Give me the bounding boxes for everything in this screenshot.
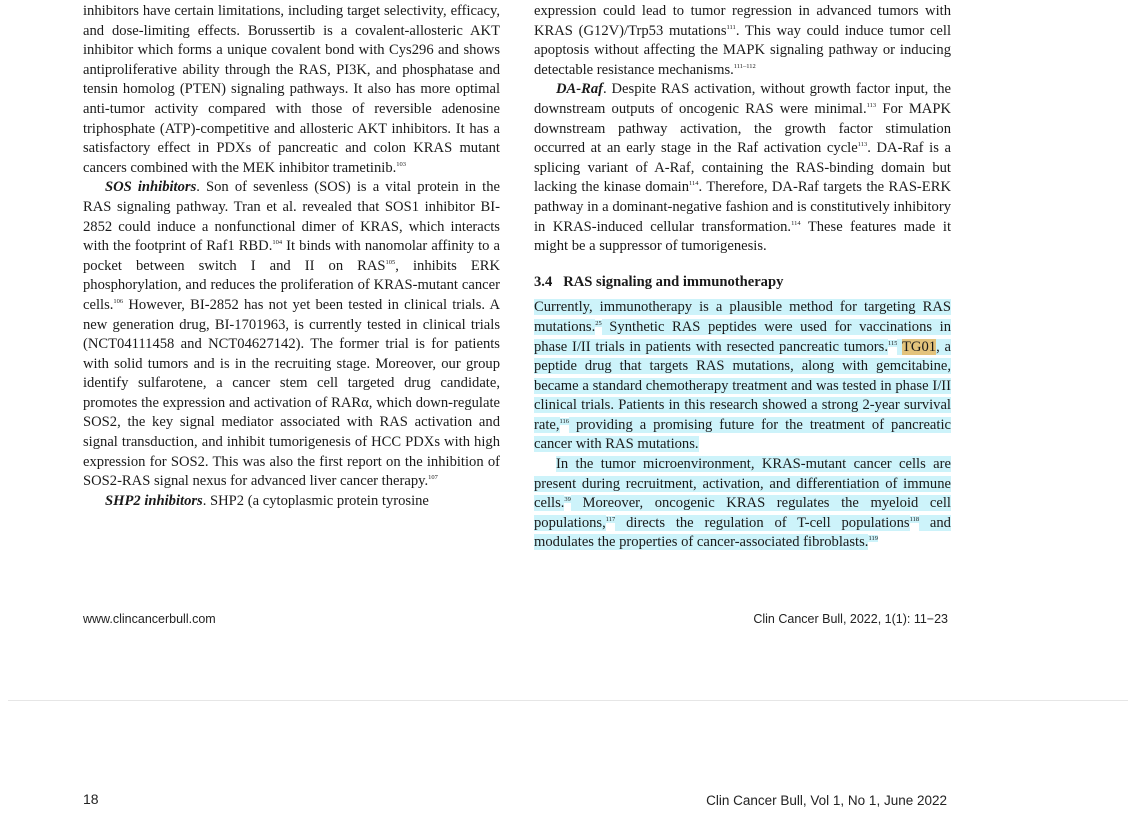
run-in-heading: SOS inhibitors: [105, 179, 197, 196]
paragraph-da-raf: [534, 80, 951, 256]
paragraph-text: , inhibits ERK phosphorylation, and reduces the proliferation of KRAS-mutant cancer cells.: [83, 257, 501, 313]
footer-website-link[interactable]: www.clincancerbull.com: [83, 612, 216, 626]
citation-ref[interactable]: 103: [396, 160, 407, 168]
citation-ref[interactable]: 111: [726, 23, 736, 31]
citation-ref[interactable]: 105: [385, 258, 396, 266]
highlighted-text[interactable]: providing a promising future for the treatment of pancreatic cancer with RAS mutations.: [534, 416, 951, 453]
citation-ref[interactable]: 25: [595, 319, 602, 327]
citation-ref[interactable]: 39: [564, 496, 571, 504]
highlighted-text[interactable]: Synthetic RAS peptides were used for vaccinations in phase I/II trials in patients with resected pancreatic tumors.: [534, 318, 951, 355]
paragraph-akt-inhibitors: [83, 2, 500, 178]
paragraph-text: These features made it might be a suppressor of tumorigenesis.: [534, 218, 951, 255]
right-column: [534, 2, 951, 553]
citation-ref[interactable]: 116: [559, 417, 570, 425]
paragraph-sos-inhibitors: [83, 178, 500, 492]
citation-ref[interactable]: 106: [113, 297, 124, 305]
highlighted-text[interactable]: , a peptide drug that targets RAS mutations, along with gemcitabine, became a standard chemotherapy treatment and was tested in phase I/II clinical trials. Patients in this research showed a strong 2-year survival rate,: [534, 338, 951, 433]
citation-ref[interactable]: 118: [909, 515, 920, 523]
citation-ref[interactable]: 113: [866, 101, 877, 109]
citation-ref[interactable]: 119: [868, 535, 878, 543]
paragraph-immunotherapy: [534, 298, 951, 455]
paragraph-text: inhibitors have certain limitations, including target selectivity, efficacy, and dose-limiting effects. Borussertib is a covalent-allosteric AKT inhibitor which forms a unique covalent bond with Cys296 and shows antiproliferative ability through the RAS, PI3K, and phosphatase and tensin homolog (PTEN) signaling pathways. It also has more optimal anti-tumor activity compared with those of reversible adenosine triphosphate (ATP)-competitive and allosteric AKT inhibitors. It has a satisfactory effect in PDXs of pancreatic and colon KRAS mutant cancers combined with the MEK inhibitor trametinib.: [83, 3, 500, 176]
search-match-tg01[interactable]: TG01: [902, 338, 937, 355]
left-column: [83, 2, 500, 511]
section-heading: [534, 273, 951, 293]
section-number: 3.4: [534, 273, 553, 290]
highlighted-text[interactable]: and modulates the properties of cancer-associated fibroblasts.: [534, 514, 951, 551]
page-number: 18: [83, 791, 99, 807]
paragraph-text: However, BI-2852 has not yet been tested in clinical trials. A new generation drug, BI-1701963, is currently tested in clinical trials (NCT04111458 and NCT04627142). The former trial is for patients with solid tumors and is in the recruiting stage. Moreover, our group identify sulfarotene, a cancer stem cell targeted drug candidate, promotes the expression and activation of RARα, which down-regulate SOS2, the key signal mediator associated with RAS activation and signal transduction, and inhibit tumorigenesis of HCC PDXs with high expression for SOS2. This was also the first report on the inhibition of SOS2-RAS signal nexus for advanced liver cancer therapy.: [83, 296, 500, 490]
section-title: RAS signaling and immunotherapy: [563, 273, 784, 290]
citation-ref[interactable]: 115: [887, 339, 898, 347]
paragraph-text: expression could lead to tumor regression in advanced tumors with KRAS (G12V)/Trp53 mutations: [534, 3, 951, 39]
citation-ref[interactable]: 104: [272, 239, 283, 247]
paragraph-shp2-inhibitors: [83, 492, 500, 512]
citation-ref[interactable]: 107: [428, 474, 438, 482]
footer-citation: Clin Cancer Bull, 2022, 1(1): 11−23: [753, 612, 948, 626]
journal-issue: Clin Cancer Bull, Vol 1, No 1, June 2022: [706, 793, 947, 808]
paragraph-tumor-microenvironment: [534, 455, 951, 553]
paragraph-kras-regression: [534, 2, 951, 80]
scrollbar[interactable]: [1141, 0, 1147, 826]
paragraph-text: . DA-Raf is a splicing variant of A-Raf, containing the RAS-binding domain but lacking the kinase domain: [534, 140, 951, 196]
run-in-heading: DA-Raf: [556, 81, 604, 98]
paragraph-text: . SHP2 (a cytoplasmic protein tyrosine: [202, 492, 429, 509]
paragraph-text: . Therefore, DA-Raf targets the RAS-ERK pathway in a dominant-negative fashion and is constitutively inhibitory in KRAS-induced cellular transformation.: [534, 179, 951, 235]
run-in-heading: SHP2 inhibitors: [105, 492, 203, 509]
citation-ref[interactable]: 117: [605, 515, 616, 523]
citation-ref[interactable]: 113: [857, 141, 868, 149]
highlighted-text[interactable]: Currently, immunotherapy is a plausible method for targeting RAS mutations.: [534, 299, 951, 335]
paragraph-text: . This way could induce tumor cell apoptosis without affecting the MAPK signaling pathway or inducing detectable resistance mechanisms.: [534, 22, 952, 78]
page-divider: [8, 700, 1128, 701]
highlighted-text[interactable]: In the tumor microenvironment, KRAS-mutant cancer cells are present during recruitment, activation, and differentiation of immune cells.: [534, 456, 951, 512]
paragraph-text: . Son of sevenless (SOS) is a vital protein in the RAS signaling pathway. Tran et al. revealed that SOS1 inhibitor BI-2852 could induce a nonfunctional dimer of KRAS, which interacts with the footprint of Raf1 RBD.: [83, 179, 501, 255]
paragraph-text: It binds with nanomolar affinity to a pocket between switch I and II on RAS: [83, 238, 500, 274]
paragraph-text: For MAPK downstream pathway activation, the growth factor stimulation occurred at an early stage in the Raf activation cycle: [534, 100, 951, 157]
citation-ref[interactable]: 114: [791, 219, 801, 227]
citation-ref[interactable]: 111–112: [733, 62, 756, 70]
citation-ref[interactable]: 114: [689, 180, 699, 188]
highlighted-text[interactable]: directs the regulation of T-cell populations: [615, 514, 910, 531]
highlighted-text[interactable]: Moreover, oncogenic KRAS regulates the myeloid cell populations,: [534, 495, 951, 531]
paragraph-text: . Despite RAS activation, without growth factor input, the downstream outputs of oncogenic RAS were minimal.: [534, 81, 951, 117]
